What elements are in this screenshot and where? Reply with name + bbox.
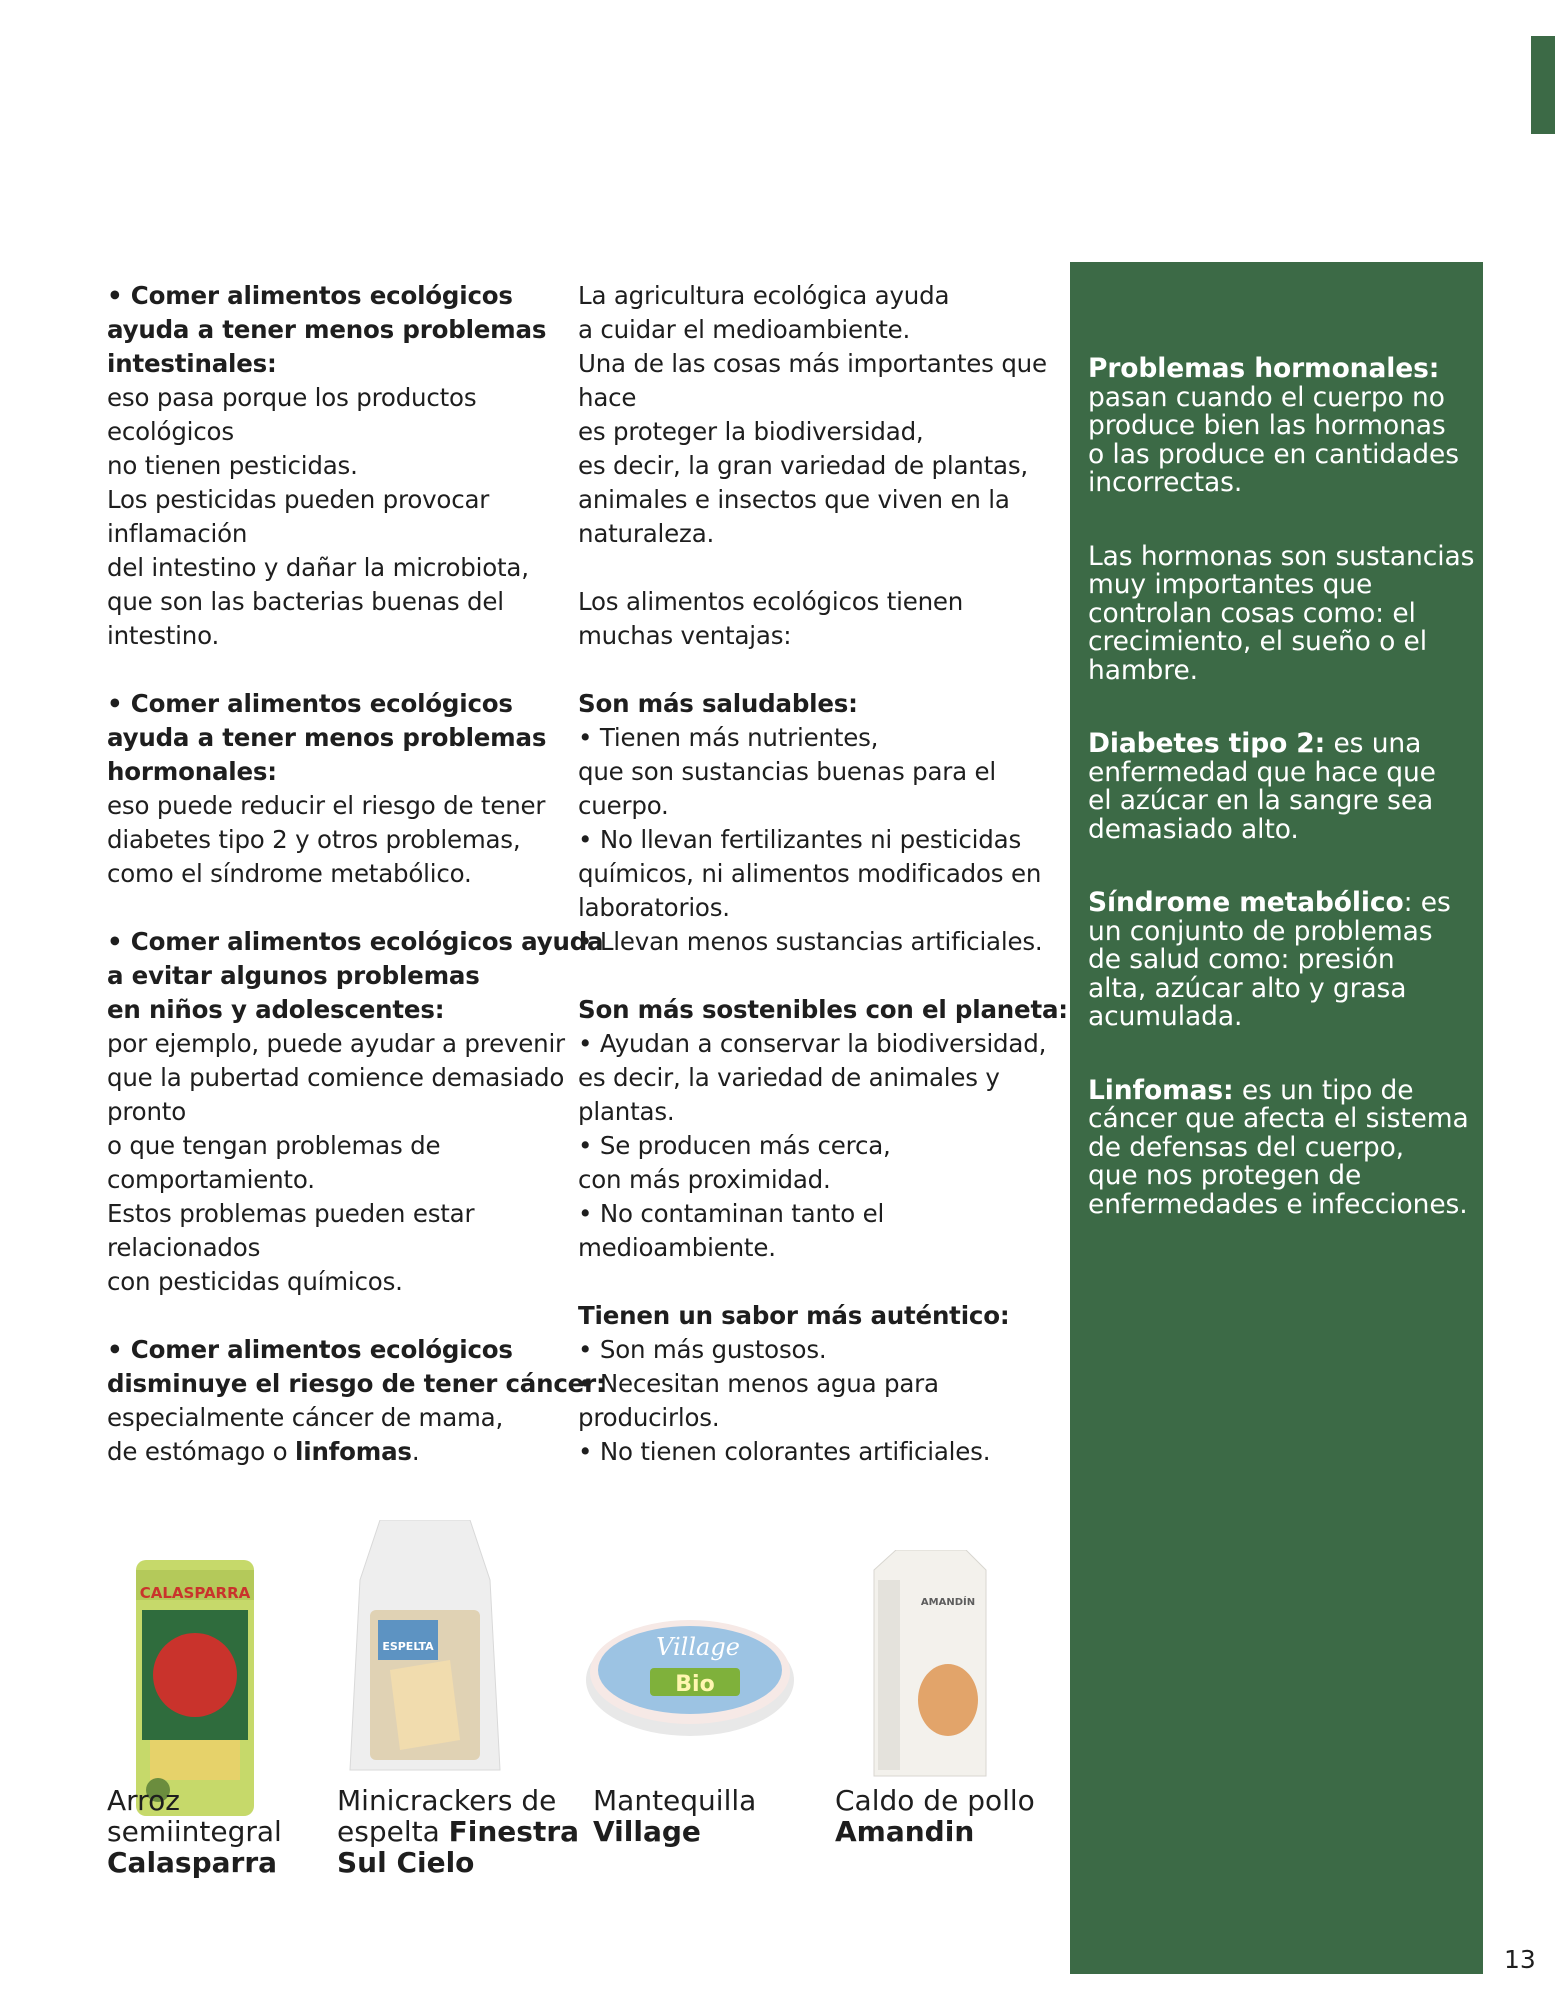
bold-text: Finestra	[448, 1815, 580, 1848]
text-line	[578, 585, 1018, 619]
text: Caldo de pollo	[835, 1784, 1035, 1817]
text-line	[578, 925, 1043, 959]
text: por ejemplo, puede ayudar a prevenir	[107, 1029, 565, 1058]
text-line	[1088, 469, 1473, 498]
text-line	[835, 1785, 1035, 1816]
text: Los alimentos ecológicos tienen	[578, 587, 964, 616]
text-line	[578, 1435, 1018, 1469]
bold-text: • Comer alimentos ecológicos	[107, 689, 513, 718]
text-line	[1088, 381, 1473, 413]
bold-text: • Comer alimentos ecológicos	[107, 1335, 513, 1364]
text-line	[578, 449, 1028, 483]
text-line	[107, 483, 547, 517]
text: es un tipo de	[1233, 1074, 1414, 1106]
text-line	[578, 1061, 1018, 1095]
text-line	[1088, 571, 1473, 600]
text-line	[578, 891, 1018, 925]
text-line	[107, 1163, 547, 1197]
page-number: 13	[1504, 1945, 1536, 1974]
text-line	[337, 1785, 579, 1816]
bold-text: Son más saludables:	[578, 689, 858, 718]
text-line	[1088, 889, 1473, 918]
bold-text: Problemas hormonales:	[1088, 353, 1440, 384]
text: químicos, ni alimentos modificados en	[578, 859, 1042, 888]
crackers-bag-image	[340, 1520, 510, 1780]
text-line	[107, 279, 547, 313]
text: muy importantes que	[1088, 569, 1373, 600]
text-line	[107, 619, 547, 653]
text: enfermedades e infecciones.	[1088, 1188, 1468, 1220]
text-line	[107, 755, 547, 789]
text: incorrectas.	[1088, 467, 1243, 498]
text-line	[578, 517, 1018, 551]
text: • No tienen colorantes artificiales.	[578, 1437, 991, 1466]
text: muchas ventajas:	[578, 621, 792, 650]
bold-text: linfomas	[295, 1437, 412, 1466]
paragraph	[578, 993, 1068, 1265]
text: acumulada.	[1088, 1001, 1243, 1032]
text: hace	[578, 383, 637, 412]
text-line	[107, 1129, 547, 1163]
text: Las hormonas son sustancias	[1088, 540, 1475, 572]
text-line	[578, 1333, 1018, 1367]
product-caption	[107, 1785, 282, 1878]
text: • Necesitan menos agua para	[578, 1369, 939, 1398]
text-line	[337, 1847, 579, 1878]
text-line	[578, 1129, 1018, 1163]
text: que son sustancias buenas para el	[578, 757, 997, 786]
text-line	[578, 1095, 1018, 1129]
text: especialmente cáncer de mama,	[107, 1403, 504, 1432]
text: como el síndrome metabólico.	[107, 859, 472, 888]
text-line	[107, 449, 547, 483]
text: el azúcar en la sangre sea	[1088, 785, 1434, 816]
text: producirlos.	[578, 1403, 720, 1432]
text: Los pesticidas pueden provocar	[107, 485, 490, 514]
text: naturaleza.	[578, 519, 715, 548]
text-line	[578, 1197, 1018, 1231]
text: Mantequilla	[593, 1784, 757, 1817]
text: La agricultura ecológica ayuda	[578, 281, 950, 310]
text-line	[107, 925, 604, 959]
text-line	[107, 687, 547, 721]
bold-text: Linfomas:	[1088, 1074, 1234, 1106]
bold-text: en niños y adolescentes:	[107, 995, 445, 1024]
text-line	[1088, 1074, 1473, 1106]
text: eso pasa porque los productos	[107, 383, 477, 412]
bold-text: Amandin	[835, 1815, 975, 1848]
text: con pesticidas químicos.	[107, 1267, 403, 1296]
paragraph	[578, 585, 1018, 653]
rice-bag-brand-label: CALASPARRA	[139, 1584, 251, 1602]
text: medioambiente.	[578, 1233, 776, 1262]
broth-carton-image	[870, 1550, 990, 1780]
text: o que tengan problemas de	[107, 1131, 441, 1160]
text: de salud como: presión	[1088, 944, 1395, 975]
text-line	[107, 1231, 547, 1265]
paragraph	[1088, 1074, 1473, 1220]
text: ecológicos	[107, 417, 234, 446]
text: Minicrackers de	[337, 1784, 557, 1817]
text: Arroz	[107, 1784, 180, 1817]
text-line	[107, 1265, 547, 1299]
text-line	[107, 381, 547, 415]
text: controlan cosas como: el	[1088, 597, 1416, 629]
main-column-left	[107, 279, 606, 1503]
text-line	[1088, 972, 1473, 1004]
text-line	[1088, 946, 1473, 975]
text: crecimiento, el sueño o el	[1088, 626, 1427, 657]
text-line	[107, 551, 547, 585]
text: Estos problemas pueden estar	[107, 1199, 475, 1228]
text-line	[107, 313, 547, 347]
text: espelta	[337, 1815, 449, 1848]
text-line	[578, 1367, 1018, 1401]
text-line	[578, 755, 1018, 789]
text: hambre.	[1088, 654, 1199, 686]
text-line	[578, 313, 1018, 347]
text-line	[578, 619, 1018, 653]
bold-text: Calasparra	[107, 1846, 278, 1879]
text-line	[337, 1816, 579, 1847]
section-tab-marker	[1531, 36, 1555, 134]
bold-text: Síndrome metabólico	[1088, 887, 1404, 918]
text-line	[1088, 1188, 1473, 1220]
text: pasan cuando el cuerpo no	[1088, 381, 1445, 413]
text: comportamiento.	[107, 1165, 315, 1194]
product-caption	[835, 1785, 1035, 1847]
paragraph	[107, 925, 604, 1299]
paragraph	[107, 279, 547, 653]
text: a cuidar el medioambiente.	[578, 315, 911, 344]
text: • Tienen más nutrientes,	[578, 723, 879, 752]
text: de defensas del cuerpo,	[1088, 1131, 1405, 1163]
glossary-sidebar	[1070, 262, 1483, 1974]
text-line	[593, 1816, 756, 1847]
text: cuerpo.	[578, 791, 669, 820]
bold-text: • Comer alimentos ecológicos	[107, 281, 513, 310]
text-line	[107, 857, 547, 891]
crackers-bag-brand-label: ESPELTA	[382, 1640, 434, 1653]
text-line	[1088, 915, 1473, 947]
text-line	[107, 415, 547, 449]
bold-text: ayuda a tener menos problemas	[107, 723, 547, 752]
text-line	[107, 1197, 547, 1231]
text: • Son más gustosos.	[578, 1335, 827, 1364]
text: produce bien las hormonas	[1088, 410, 1446, 441]
text-line	[578, 857, 1042, 891]
butter-tub-bio-label: Bio	[675, 1672, 715, 1697]
paragraph	[107, 687, 547, 891]
text: que la pubertad comience demasiado	[107, 1063, 565, 1092]
text-line	[578, 1401, 1018, 1435]
bold-text: Diabetes tipo 2:	[1088, 728, 1326, 759]
text-line	[1088, 438, 1473, 470]
text: que nos protegen de	[1088, 1160, 1362, 1191]
text: .	[411, 1437, 420, 1466]
text-line	[578, 789, 1018, 823]
text: intestino.	[107, 621, 220, 650]
text: • Llevan menos sustancias artificiales.	[578, 927, 1043, 956]
text: es proteger la biodiversidad,	[578, 417, 924, 446]
text: cáncer que afecta el sistema	[1088, 1103, 1469, 1134]
text-line	[1088, 813, 1473, 845]
paragraph	[578, 1299, 1018, 1469]
text: pronto	[107, 1097, 186, 1126]
text: plantas.	[578, 1097, 675, 1126]
text: inflamación	[107, 519, 248, 548]
text-line	[107, 1027, 565, 1061]
main-column-right	[578, 279, 1068, 1503]
bold-text: intestinales:	[107, 349, 277, 378]
broth-carton-brand-label: AMANDÍN	[920, 1597, 976, 1608]
text-line	[1088, 1162, 1473, 1191]
text-line	[1088, 597, 1473, 629]
glossary-text	[1088, 355, 1473, 1264]
text: • No llevan fertilizantes ni pesticidas	[578, 825, 1022, 854]
text-line	[578, 823, 1022, 857]
paragraph	[578, 687, 1043, 959]
text-line	[578, 347, 1047, 381]
text-line	[578, 381, 1018, 415]
text: relacionados	[107, 1233, 261, 1262]
text-line	[578, 1231, 1018, 1265]
bold-text: Son más sostenibles con el planeta:	[578, 995, 1068, 1024]
text-line	[107, 1816, 282, 1847]
bold-text: ayuda a tener menos problemas	[107, 315, 547, 344]
text: animales e insectos que viven en la	[578, 485, 1010, 514]
text-line	[1088, 730, 1473, 759]
text-line	[107, 347, 547, 381]
text: • No contaminan tanto el	[578, 1199, 885, 1228]
text-line	[107, 789, 547, 823]
text-line	[107, 1435, 547, 1469]
bold-text: a evitar algunos problemas	[107, 961, 480, 990]
text: del intestino y dañar la microbiota,	[107, 553, 529, 582]
text-line	[578, 483, 1018, 517]
text-line	[578, 1163, 1018, 1197]
text: de estómago o	[107, 1437, 296, 1466]
text: es una	[1325, 728, 1422, 759]
paragraph	[1088, 540, 1475, 686]
text: • Ayudan a conservar la biodiversidad,	[578, 1029, 1047, 1058]
text: alta, azúcar alto y grasa	[1088, 972, 1407, 1004]
text: o las produce en cantidades	[1088, 438, 1459, 470]
text-line	[107, 1333, 547, 1367]
text: laboratorios.	[578, 893, 730, 922]
text-line	[578, 687, 1018, 721]
text-line	[1088, 1003, 1473, 1032]
product-caption	[593, 1785, 756, 1847]
bold-text: Tienen un sabor más auténtico:	[578, 1301, 1010, 1330]
paragraph	[1088, 889, 1473, 1032]
text-line	[578, 1299, 1018, 1333]
paragraph	[107, 1333, 606, 1469]
text-line	[1088, 355, 1473, 384]
text-line	[1088, 787, 1473, 816]
paragraph	[578, 279, 1047, 551]
text-line	[107, 1847, 282, 1878]
text: Una de las cosas más importantes que	[578, 349, 1047, 378]
text: demasiado alto.	[1088, 813, 1299, 845]
text-line	[578, 279, 1018, 313]
text: semiintegral	[107, 1815, 282, 1848]
text-line	[107, 823, 547, 857]
text-line	[1088, 756, 1473, 788]
paragraph	[1088, 355, 1473, 498]
text: diabetes tipo 2 y otros problemas,	[107, 825, 521, 854]
text-line	[107, 721, 547, 755]
butter-tub-brand-label: Village	[656, 1633, 740, 1661]
text-line	[1088, 1131, 1473, 1163]
text: con más proximidad.	[578, 1165, 831, 1194]
text-line	[107, 993, 547, 1027]
text: es decir, la variedad de animales y	[578, 1063, 1000, 1092]
text-line	[107, 517, 547, 551]
text: eso puede reducir el riesgo de tener	[107, 791, 546, 820]
butter-tub-image	[580, 1600, 800, 1750]
text-line	[1088, 412, 1473, 441]
bold-text: disminuye el riesgo de tener cáncer:	[107, 1369, 606, 1398]
bold-text: Village	[593, 1815, 701, 1848]
text-line	[107, 1061, 565, 1095]
text: no tienen pesticidas.	[107, 451, 358, 480]
rice-bag-image	[130, 1560, 260, 1820]
text: enfermedad que hace que	[1088, 756, 1436, 788]
text-line	[1088, 1105, 1473, 1134]
text-line	[107, 1095, 547, 1129]
product-caption	[337, 1785, 579, 1878]
text-line	[578, 721, 1018, 755]
text-line	[107, 1785, 282, 1816]
text-line	[107, 959, 547, 993]
bold-text: • Comer alimentos ecológicos ayuda	[107, 927, 604, 956]
text: • Se producen más cerca,	[578, 1131, 891, 1160]
paragraph	[1088, 730, 1473, 844]
text-line	[578, 993, 1068, 1027]
text-line	[107, 1401, 547, 1435]
text-line	[107, 585, 547, 619]
text: que son las bacterias buenas del	[107, 587, 504, 616]
text: un conjunto de problemas	[1088, 915, 1433, 947]
text-line	[1088, 628, 1473, 657]
text-line	[835, 1816, 1035, 1847]
text-line	[1088, 540, 1475, 572]
text-line	[578, 415, 1018, 449]
text-line	[578, 1027, 1047, 1061]
text: es decir, la gran variedad de plantas,	[578, 451, 1028, 480]
text-line	[107, 1367, 606, 1401]
text-line	[1088, 654, 1473, 686]
text: : es	[1403, 887, 1451, 918]
bold-text: Sul Cielo	[337, 1846, 475, 1879]
bold-text: hormonales:	[107, 757, 277, 786]
text-line	[593, 1785, 756, 1816]
